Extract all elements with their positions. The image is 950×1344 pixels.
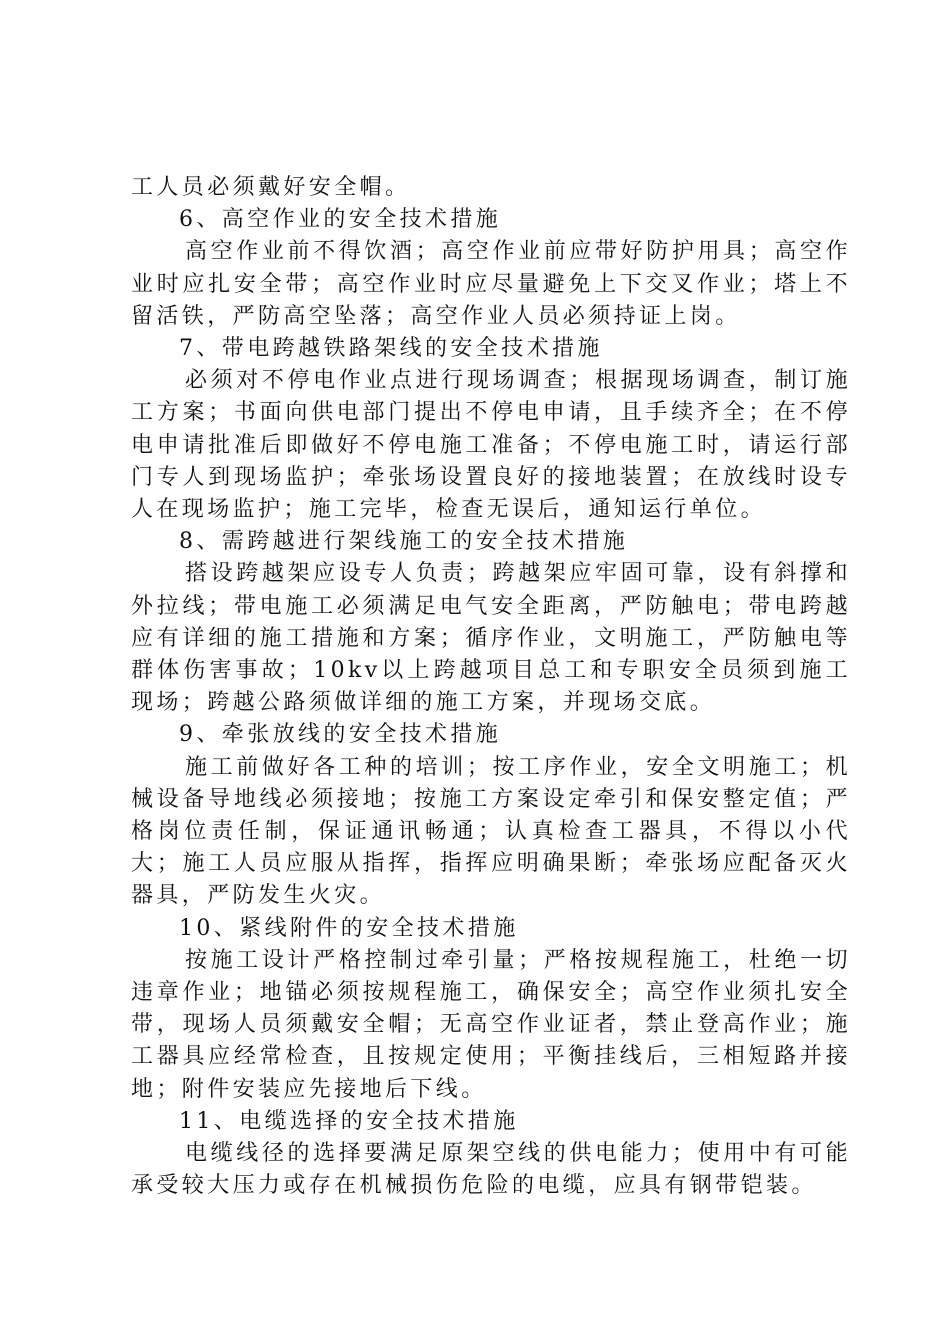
section-body-9: 施工前做好各工种的培训；按工序作业，安全文明施工；机械设备导地线必须接地；按施工方案设定牵引和保安整定值；严格岗位责任制，保证通讯畅通；认真检查工器具，不得以小代大；施工人员应服从指挥，指挥应明确果断；牵张场应配备灭火器具，严防发生火灾。 — [131, 754, 851, 909]
section-heading-8: 8、需跨越进行架线施工的安全技术措施 — [179, 529, 629, 555]
section-heading-11: 11、电缆选择的安全技术措施 — [179, 1108, 519, 1134]
section-body-7: 必须对不停电作业点进行现场调查；根据现场调查，制订施工方案；书面向供电部门提出不停电申请，且手续齐全；在不停电申请批准后即做好不停电施工准备；不停电施工时，请运行部门专人到现场监护；牵张场设置良好的接地装置；在放线时设专人在现场监护；施工完毕，检查无误后，通知运行单位。 — [131, 368, 851, 523]
paragraph-continued: 工人员必须戴好安全帽。 — [131, 175, 411, 200]
section-body-6: 高空作业前不得饮酒；高空作业前应带好防护用具；高空作业时应扎安全带；高空作业时应尽量避免上下交叉作业；塔上不留活铁，严防高空坠落；高空作业人员必须持证上岗。 — [131, 239, 851, 329]
section-body-8: 搭设跨越架应设专人负责；跨越架应牢固可靠，设有斜撑和外拉线；带电施工必须满足电气安全距离，严防触电；带电跨越应有详细的施工措施和方案；循序作业，文明施工，严防触电等群体伤害事故；10kv以上跨越项目总工和专职安全员须到施工现场；跨越公路须做详细的施工方案，并现场交底。 — [131, 561, 851, 716]
section-body-11: 电缆线径的选择要满足原架空线的供电能力；使用中有可能承受较大压力或存在机械损伤危险的电缆，应具有钢带铠装。 — [131, 1141, 851, 1199]
section-heading-6: 6、高空作业的安全技术措施 — [179, 207, 502, 233]
section-heading-10: 10、紧线附件的安全技术措施 — [179, 915, 519, 941]
document-page — [131, 172, 851, 1203]
section-body-10: 按施工设计严格控制过牵引量；严格按规程施工，杜绝一切违章作业；地锚必须按规程施工，确保安全；高空作业须扎安全带，现场人员须戴安全帽；无高空作业证者，禁止登高作业；施工器具应经常检查，且按规定使用；平衡挂线后，三相短路并接地；附件安装应先接地后下线。 — [131, 947, 851, 1102]
section-heading-9: 9、牵张放线的安全技术措施 — [179, 722, 502, 748]
section-heading-7: 7、带电跨越铁路架线的安全技术措施 — [179, 336, 603, 362]
